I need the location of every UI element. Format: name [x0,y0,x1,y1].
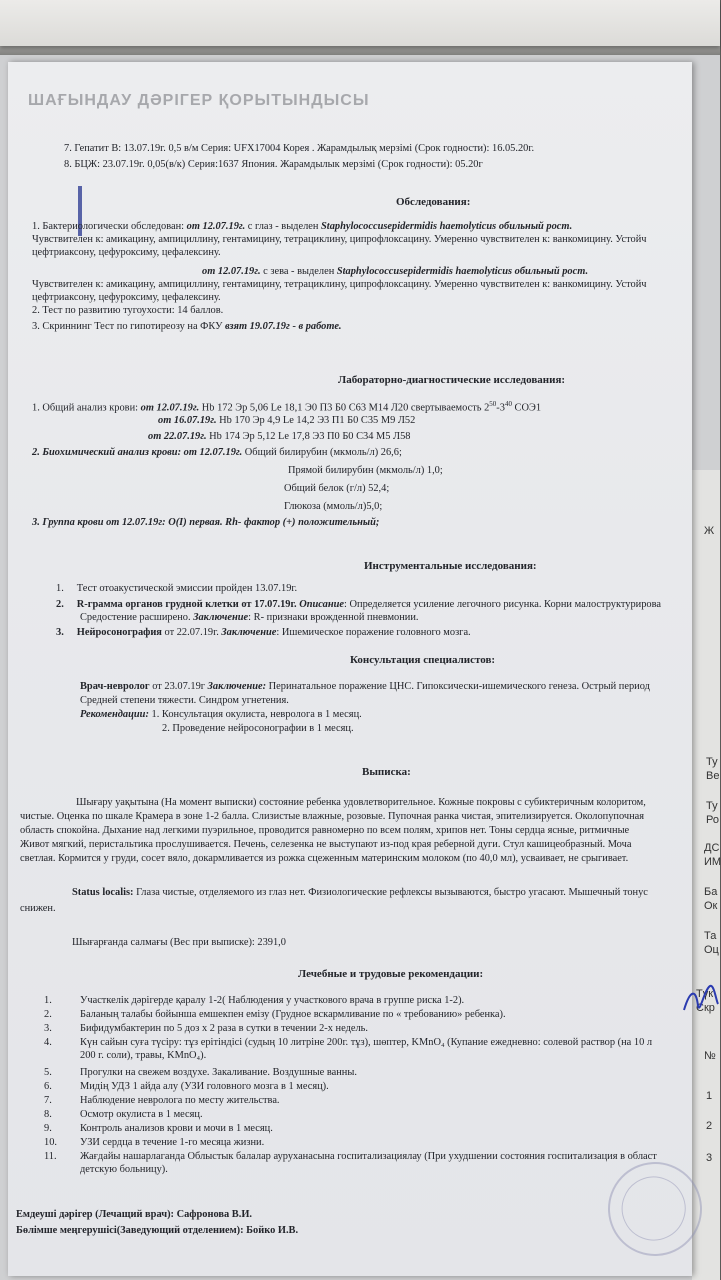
doctor-signature-line: Емдеуші дәрігер (Лечащий врач): Сафронова В.И. [16,1209,252,1220]
obsled-line: 2. Тест по развитию тугоухости: 14 баллов. [32,305,224,316]
rec-item: 3. Бифидумбактерин по 5 доз х 2 раза в сутки в течении 2-х недель. [44,1023,368,1034]
rec-item: 6. Мидің УДЗ 1 айда алу (УЗИ головного мозга в 1 месяц). [44,1081,329,1092]
rec-item: 200 г. соли), травы, KMnO₄). [80,1050,207,1061]
obsled-line: от 12.07.19г. с зева - выделен Staphylococcusepidermidis haemolyticus обильный рост. [202,266,589,277]
obsled-line: цефтриаксону, цефуроксиму, цефалексину. [32,292,221,303]
side-frag: ДС [704,842,720,854]
side-frag: Ок [704,900,718,912]
vaccination-line: 8. БЦЖ: 23.07.19г. 0,05(в/к) Серия:1637 Япония. Жарамдылык мерзімі (Срок годности): 05.20г [64,159,483,170]
instr-line: Средостение расширено. Заключение: R- признаки врожденной пневмонии. [80,612,419,623]
obsled-line: 1. Бактериологически обследован: от 12.07.19г. с глаз - выделен Staphylococcusepidermidis haemolyticus обильный рост. [32,221,573,232]
vaccination-line: 7. Гепатит В: 13.07.19г. 0,5 в/м Серия: UFX17004 Корея . Жарамдылық мерзімі (Срок годности): 16.05.20г. [64,143,535,154]
lab-line: от 16.07.19г. Hb 170 Эр 4,9 Le 14,2 Э3 П1 Б0 С35 М9 Л52 [158,415,416,426]
rec-item: 4. Күн сайын суға түсіру: тұз ерітіндісі (судың 10 литріне 200г. тұз), шөптер, KMnO₄ (Купание ежедневно: солевой раствор (на 10 л [44,1037,653,1048]
side-frag: Ро [706,814,719,826]
section-title-lab: Лабораторно-диагностические исследования: [338,374,566,386]
obsled-line: Чувствителен к: амикацину, ампициллину, гентамицину, тетрациклину, ципрофлоксацину. Умеренно чувствителен к: ванкомицину. Устойч [32,234,647,245]
rec-item: 7. Наблюдение невролога по месту жительства. [44,1095,280,1106]
vypiska-line: светлая. Кормится у груди, сосет вяло, докармливается из рожка сцеженным материнским молоком (по 40,0 мл), усваивает, не срыгивает. [20,853,629,864]
side-frag: Ж [704,525,715,537]
section-title-vypiska: Выписка: [362,766,411,778]
side-frag: Скр [696,1002,715,1014]
document-page [8,62,692,1276]
obsled-line: 3. Скриннинг Тест по гипотиреозу на ФКУ взят 19.07.19г - в работе. [32,321,342,332]
side-frag: Ту [706,800,718,812]
section-title-instr: Инструментальные исследования: [364,560,537,572]
lab-line: 2. Биохимический анализ крови: от 12.07.19г. Общий билирубин (мкмоль/л) 26,6; [32,447,402,458]
rec-item: 9. Контроль анализов крови и мочи в 1 месяц. [44,1123,273,1134]
consult-line: Врач-невролог от 23.07.19г Заключение: Перинатальное поражение ЦНС. Гипоксически-ишемического генеза. Острый период [80,681,650,692]
lab-line: 3. Группа крови от 12.07.19г: O(I) первая. Rh- фактор (+) положительный; [32,517,380,528]
signature-mark [680,980,720,1020]
vypiska-line: Шығару уақытына (На момент выписки) состояние ребенка удовлетворительное. Кожные покровы с субиктеричным колоритом, [76,797,646,808]
rec-item: 10. УЗИ сердца в течение 1-го месяца жизни. [44,1137,265,1148]
rec-item: 8. Осмотр окулиста в 1 месяц. [44,1109,203,1120]
desk-strip [0,0,720,46]
rec-item: 1. Участкелік дәрігерде қаралу 1-2( Наблюдения у участкового врача в группе риска 1-2). [44,995,465,1006]
vypiska-line: снижен. [20,903,56,914]
side-frag: 3 [706,1152,713,1164]
lab-line: от 22.07.19г. Hb 174 Эр 5,12 Le 17,8 Э3 П0 Б0 С34 М5 Л58 [148,431,411,442]
vypiska-line: Status localis: Глаза чистые, отделяемого из глаз нет. Физиологические рефлексы вызываются, быстро угасают. Мышечный тонус [72,887,648,898]
side-frag: Ве [706,770,720,782]
side-frag: 2 [706,1120,713,1132]
lab-line: Общий белок (г/л) 52,4; [284,483,390,494]
consult-line: Средней степени тяжести. Синдром угнетения. [80,695,289,706]
rec-item: 5. Прогулки на свежем воздухе. Закаливание. Воздушные ванны. [44,1067,357,1078]
lab-line: Глюкоза (ммоль/л)5,0; [284,501,383,512]
side-frag: № [704,1050,716,1062]
head-signature-line: Бөлімше меңгерушісі(Заведующий отделением): Бойко И.В. [16,1225,299,1236]
instr-line: 2. R-грамма органов грудной клетки от 17.07.19г. Описание: Определяется усиление легочного рисунка. Корни малоструктурирова [56,599,661,610]
vypiska-line: Живот мягкий, перистальтика прослушивается. Печень, селезенка не выступают из-под края реберной дуги. Стул кашицеобразный. Моча [20,839,632,850]
instr-line: 1. Тест отоакустической эмиссии пройден 13.07.19г. [56,583,298,594]
lab-line: Прямой билирубин (мкмоль/л) 1,0; [288,465,443,476]
obsled-line: Чувствителен к: амикацину, ампициллину, гентамицину, тетрациклину, ципрофлоксацину. Умеренно чувствителен к: ванкомицину. Устойч [32,279,647,290]
lab-line: 1. Общий анализ крови: от 12.07.19г. Hb 172 Эр 5,06 Le 18,1 Э0 П3 Б0 С63 М14 Л20 свертываемость $2^{50}-3^{40}$ СОЭ1 [32,400,542,414]
vypiska-line: область спокойна. Дыхание над легкими пуэрильное, проводится равномерно по всем полям, хрипов нет. Тоны сердца ясные, ритмичные [20,825,630,836]
side-frag: Ту [706,756,718,768]
consult-line: 2. Проведение нейросонографии в 1 месяц. [162,723,354,734]
header-band: ШАҒЫНДАУ ДӘРІГЕР ҚОРЫТЫНДЫСЫ [28,92,370,109]
side-frag: Ба [704,886,718,898]
section-title-obsled: Обследования: [396,196,471,208]
vypiska-line: Шығарғанда салмағы (Вес при выписке): 2391,0 [72,937,286,948]
side-frag: 1 [706,1090,713,1102]
rec-item: детскую больницу). [80,1164,168,1175]
instr-line: 3. Нейросонография от 22.07.19г. Заключение: Ишемическое поражение головного мозга. [56,627,471,638]
rec-item: 2. Баланың талабы бойынша емшекпен емізу (Грудное вскармливание по « требованию» ребенка). [44,1009,506,1020]
side-frag: ИМ [704,856,721,868]
section-title-consult: Консультация специалистов: [350,654,496,666]
vypiska-line: чистые. Оценка по шкале Крамера в зоне 1-2 балла. Слизистые влажные, розовые. Пупочная ранка чистая, эпителизируется. Околопупочная [20,811,645,822]
section-title-recs: Лечебные и трудовые рекомендации: [298,968,484,980]
side-frag: Оц [704,944,719,956]
obsled-line: цефтриаксону, цефуроксиму, цефалексину. [32,247,221,258]
consult-line: Рекомендации: 1. Консультация окулиста, невролога в 1 месяц. [80,709,362,720]
side-paper [692,470,720,1280]
rec-item: 11. Жағдайы нашарлаганда Облыстык балалар ауруханасына госпитализациялау (При ухудшении состояния госпитализация в област [44,1151,657,1162]
side-frag: Та [704,930,717,942]
side-frag: Түк [696,988,714,1000]
